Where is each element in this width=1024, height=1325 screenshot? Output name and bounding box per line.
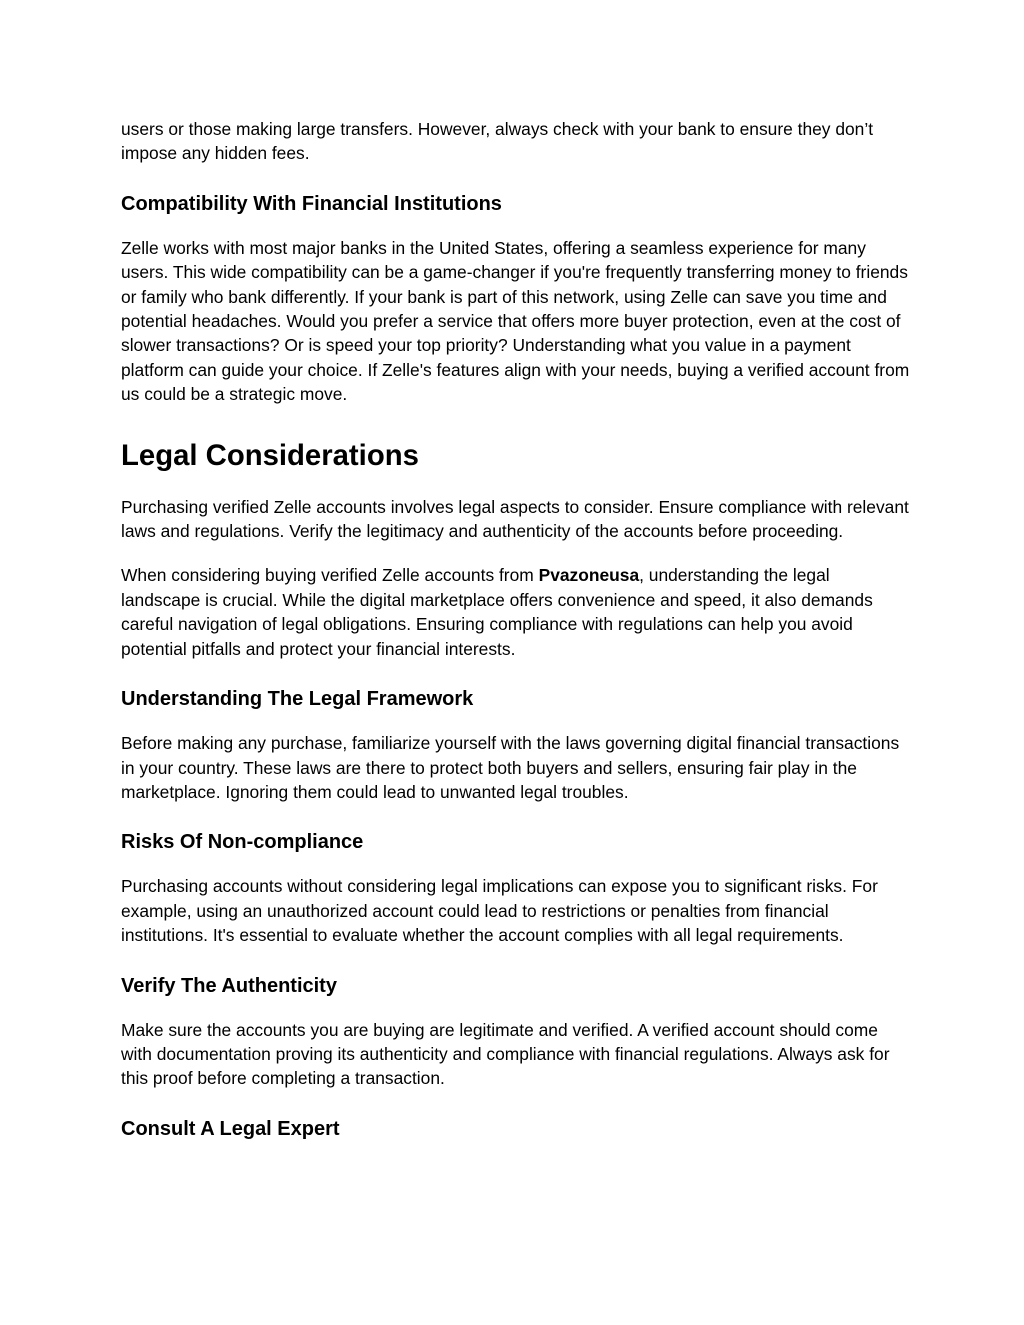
legal-paragraph-2 (121, 563, 911, 661)
verify-authenticity-paragraph: Make sure the accounts you are buying are legitimate and verified. A verified account should come with documentation proving its authenticity and compliance with financial regulations. Always ask for this proof before completing a transaction. (121, 1019, 890, 1089)
verify-authenticity-heading: Verify The Authenticity (121, 974, 337, 997)
consult-legal-expert-heading: Consult A Legal Expert (121, 1117, 340, 1140)
intro-paragraph: users or those making large transfers. However, always check with your bank to ensure they don’t impose any hidden fees. (121, 119, 874, 164)
legal-paragraph-2-start: When considering buying verified Zelle accounts from (121, 565, 539, 586)
compatibility-paragraph: Zelle works with most major banks in the United States, offering a seamless experience for many users. This wide compatibility can be a game-changer if you're frequently transferring money to friends or family who bank differently. If your bank is part of this network, using Zelle can save you time and potential headaches. Would you prefer a service that offers more buyer protection, even at the cost of slower transactions? Or is speed your top priority? Understanding what you value in a payment platform can guide your choice. If Zelle's features align with your needs, buying a verified account from us could be a strategic move. (121, 237, 910, 405)
legal-considerations-heading: Legal Considerations (121, 438, 419, 472)
legal-framework-paragraph: Before making any purchase, familiarize yourself with the laws governing digital financial transactions in your country. These laws are there to protect both buyers and sellers, ensuring fair play in the marketplace. Ignoring them could lead to unwanted legal troubles. (121, 733, 900, 802)
brand-name-bold: Pvazoneusa (538, 565, 640, 586)
legal-framework-heading: Understanding The Legal Framework (121, 688, 474, 711)
risks-paragraph: Purchasing accounts without considering legal implications can expose you to significant risks. For example, using an unauthorized account could lead to restrictions or penalties from financial institutions. It's essential to evaluate whether the account complies with all legal requirements. (121, 876, 878, 946)
document-page (121, 117, 911, 1161)
legal-paragraph-2-end: , understanding the legal landscape is crucial. While the digital marketplace offers convenience and speed, it also demands careful navigation of legal obligations. Ensuring compliance with regulations can help you avoid potential pitfalls and protect your financial interests. (121, 565, 873, 659)
risks-heading: Risks Of Non-compliance (121, 831, 364, 854)
compatibility-heading: Compatibility With Financial Institutions (121, 192, 502, 215)
legal-paragraph-1: Purchasing verified Zelle accounts involves legal aspects to consider. Ensure compliance with relevant laws and regulations. Verify the legitimacy and authenticity of the accounts before proceeding. (121, 496, 909, 542)
